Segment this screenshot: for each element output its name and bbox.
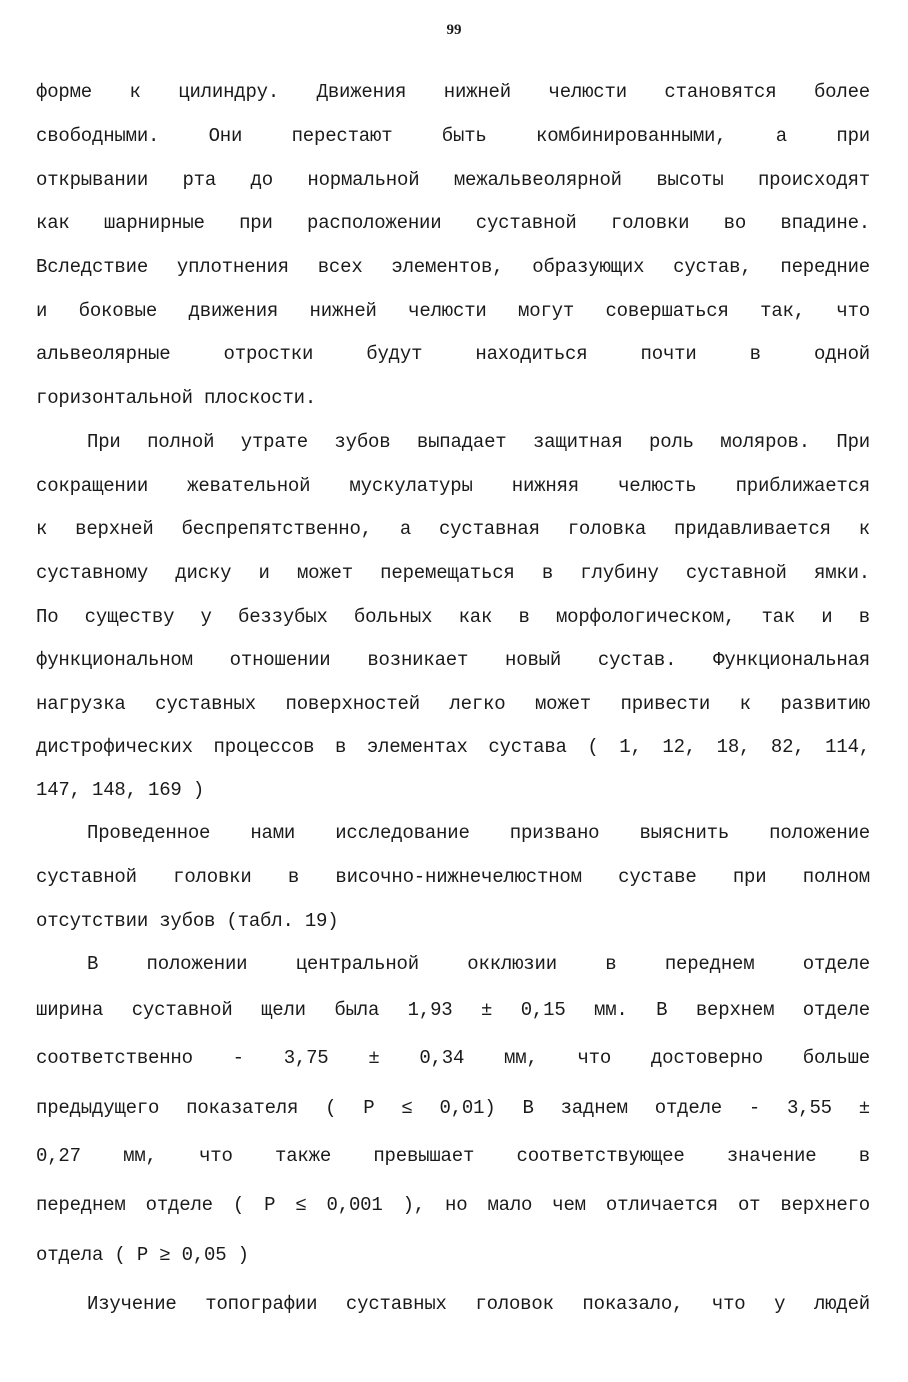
- text-line: горизонтальной плоскости.: [36, 387, 317, 409]
- text-line: По существу у беззубых больных как в морфологическом, так и в: [36, 606, 870, 628]
- text-line: функциональном отношении возникает новый сустав. Функциональная: [36, 649, 870, 671]
- text-line: 0,27 мм, что также превышает соответствующее значение в: [36, 1145, 870, 1167]
- text-line: альвеолярные отростки будут находиться почти в одной: [36, 343, 870, 365]
- text-line: Вследствие уплотнения всех элементов, образующих сустав, передние: [36, 256, 870, 278]
- text-line: ширина суставной щели была 1,93 ± 0,15 мм. В верхнем отделе: [36, 999, 870, 1021]
- page-number: 99: [446, 22, 462, 38]
- text-line: дистрофических процессов в элементах сустава ( 1, 12, 18, 82, 114,: [36, 736, 870, 758]
- text-line: Изучение топографии суставных головок показало, что у людей: [87, 1293, 870, 1315]
- text-line: суставному диску и может перемещаться в глубину суставной ямки.: [36, 562, 870, 584]
- text-line: форме к цилиндру. Движения нижней челюсти становятся более: [36, 81, 870, 103]
- text-line: и боковые движения нижней челюсти могут совершаться так, что: [36, 300, 870, 322]
- text-line: В положении центральной окклюзии в переднем отделе: [87, 953, 870, 975]
- text-line: сокращении жевательной мускулатуры нижняя челюсть приближается: [36, 475, 870, 497]
- text-line: соответственно - 3,75 ± 0,34 мм, что достоверно больше: [36, 1047, 870, 1069]
- text-line: При полной утрате зубов выпадает защитная роль моляров. При: [87, 431, 870, 453]
- text-line: переднем отделе ( P ≤ 0,001 ), но мало чем отличается от верхнего: [36, 1194, 870, 1216]
- text-line: отдела ( P ≥ 0,05 ): [36, 1244, 249, 1266]
- text-line: Проведенное нами исследование призвано выяснить положение: [87, 822, 870, 844]
- text-line: суставной головки в височно-нижнечелюстном суставе при полном: [36, 866, 870, 888]
- text-line: свободными. Они перестают быть комбинированными, а при: [36, 125, 870, 147]
- text-line: открывании рта до нормальной межальвеолярной высоты происходят: [36, 169, 870, 191]
- text-line: к верхней беспрепятственно, а суставная головка придавливается к: [36, 518, 870, 540]
- text-line: как шарнирные при расположении суставной головки во впадине.: [36, 212, 870, 234]
- text-line: отсутствии зубов (табл. 19): [36, 910, 339, 932]
- text-line: нагрузка суставных поверхностей легко может привести к развитию: [36, 693, 870, 715]
- text-line: 147, 148, 169 ): [36, 779, 205, 801]
- text-line: предыдущего показателя ( P ≤ 0,01) В заднем отделе - 3,55 ±: [36, 1097, 870, 1119]
